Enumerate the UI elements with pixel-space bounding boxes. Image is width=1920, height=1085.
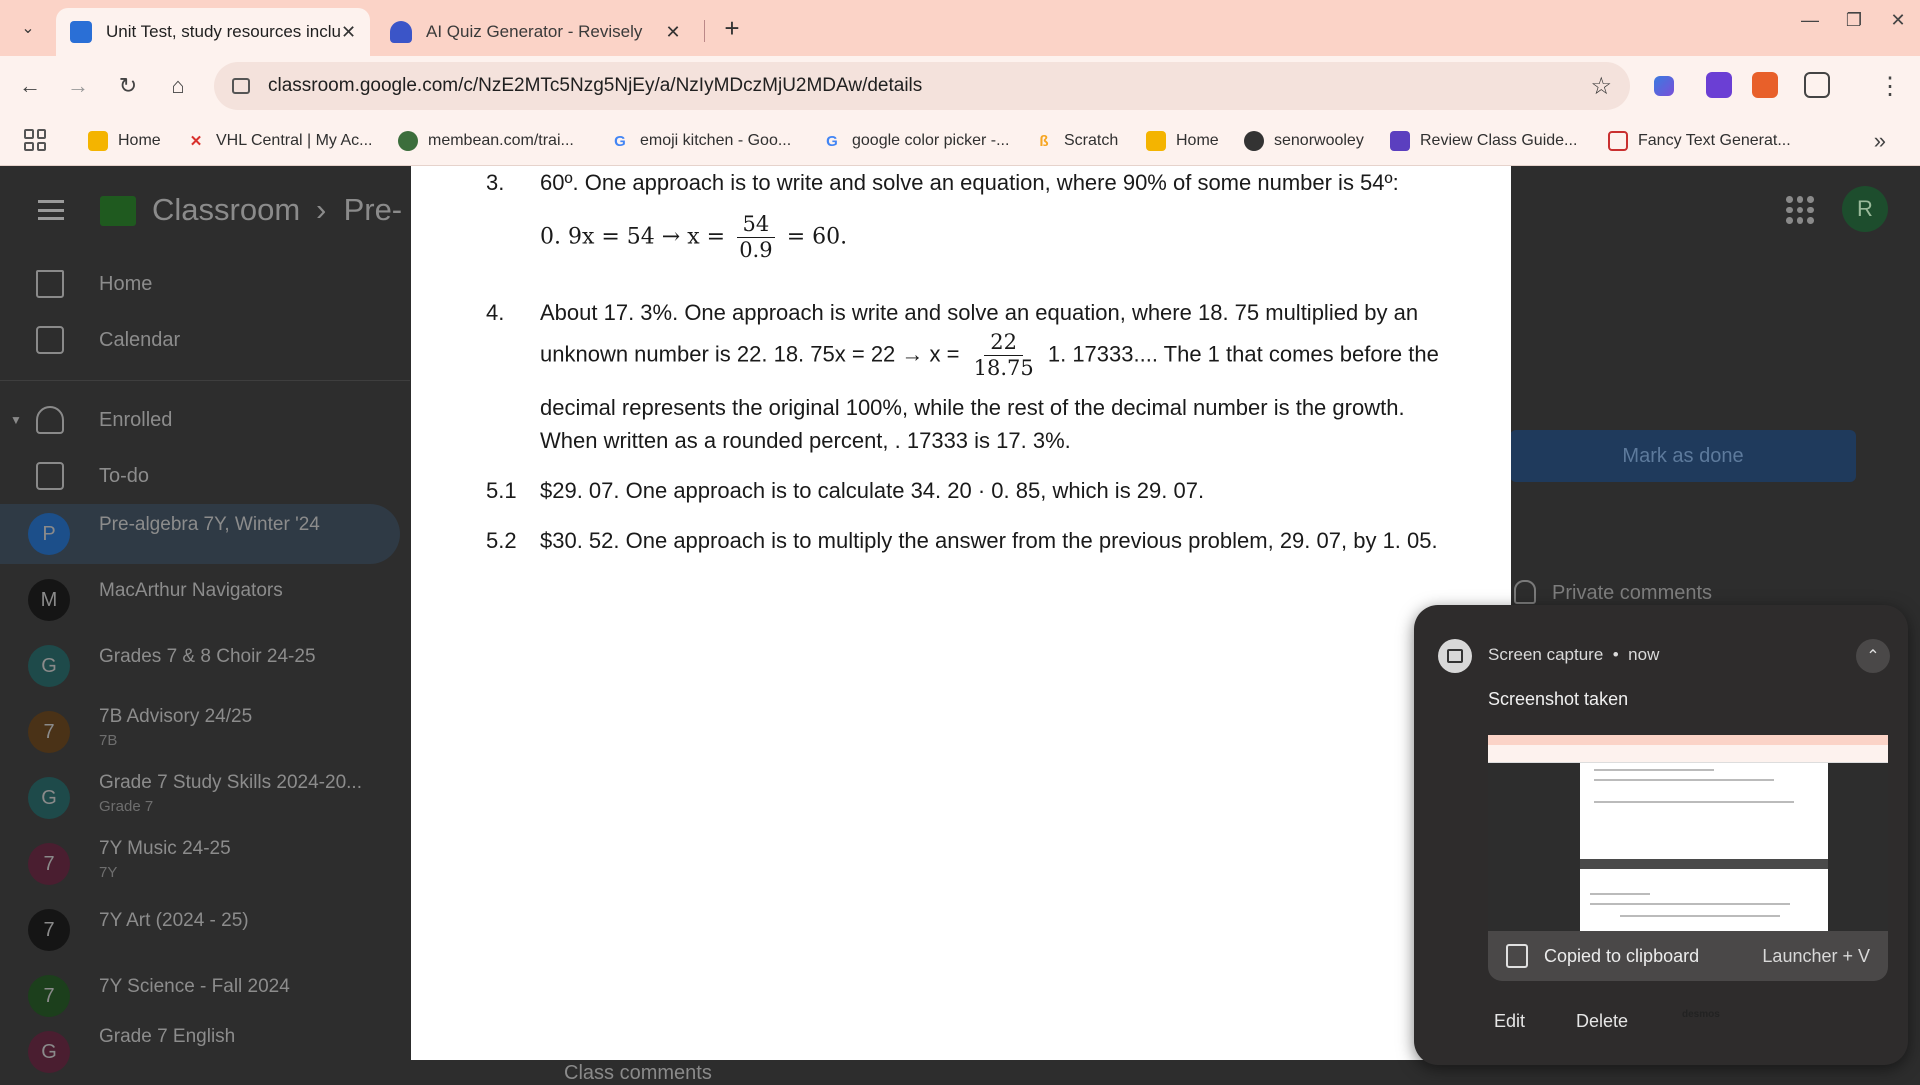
fraction-denominator: 18.75 <box>973 356 1034 381</box>
answer-number: 5.2 <box>486 528 517 553</box>
tab-title: Unit Test, study resources inclu <box>106 22 341 41</box>
bookmark-item[interactable] <box>1390 128 1577 154</box>
tab-unit-test[interactable] <box>56 8 370 56</box>
course-name: Grade 7 Study Skills 2024-20... <box>99 772 362 793</box>
sidebar-item-label: Home <box>99 272 153 295</box>
google-icon: G <box>614 132 626 150</box>
address-bar[interactable] <box>214 62 1630 110</box>
answer-number: 3. <box>486 170 505 195</box>
fraction-numerator: 54 <box>737 212 776 238</box>
bookmark-label: VHL Central | My Ac... <box>216 132 373 149</box>
answer-text: When written as a rounded percent, . 17333 is 17. 3%. <box>540 428 1071 453</box>
course-section: 7B <box>99 732 118 749</box>
sidebar-item-label: Calendar <box>99 328 181 351</box>
sidebar-item-label: Enrolled <box>99 408 173 431</box>
forward-icon[interactable]: → <box>67 73 89 98</box>
bookmark-label: Review Class Guide... <box>1420 132 1578 149</box>
bookmark-item[interactable] <box>88 128 161 154</box>
close-tab-icon[interactable]: ✕ <box>340 21 357 42</box>
bookmark-label: emoji kitchen - Goo... <box>640 132 792 149</box>
answer-text: $30. 52. One approach is to multiply the answer from the previous problem, 29. 07, by 1. 05. <box>540 528 1438 553</box>
answer-text: unknown number is 22. 18. 75x = 22 → x = <box>540 341 960 367</box>
bookmarks-bar <box>0 116 1920 166</box>
course-name: Grades 7 & 8 Choir 24-25 <box>99 646 316 667</box>
sidebar-item-label: To-do <box>99 464 150 487</box>
caret-down-icon: ▼ <box>10 413 22 427</box>
home-icon[interactable]: ⌂ <box>171 73 185 98</box>
private-comments-heading: Private comments <box>1552 582 1713 604</box>
classroom-icon <box>88 131 108 151</box>
reload-icon[interactable]: ↻ <box>118 73 138 98</box>
bookmark-item[interactable] <box>1034 128 1118 154</box>
course-name: MacArthur Navigators <box>99 580 283 601</box>
thumbnail-caption: desmos <box>1682 1009 1720 1020</box>
bookmark-item[interactable] <box>1244 128 1364 154</box>
course-letter: 7 <box>43 852 55 875</box>
bookmark-item[interactable] <box>1608 128 1791 154</box>
fraction-numerator: 22 <box>984 330 1023 356</box>
tab-separator <box>704 20 705 42</box>
fraction-denominator: 0.9 <box>739 238 773 263</box>
tab-title: AI Quiz Generator - Revisely <box>426 22 643 41</box>
course-avatar <box>28 1031 70 1073</box>
calendar-icon <box>36 326 64 354</box>
bookmark-label: senorwooley <box>1274 132 1364 149</box>
course-item[interactable] <box>0 1022 400 1082</box>
class-comments-link[interactable]: Class comments <box>564 1062 712 1084</box>
extension-print-icon[interactable] <box>1752 72 1778 98</box>
answer-number: 4. <box>486 300 505 325</box>
close-tab-icon[interactable]: ✕ <box>665 21 681 42</box>
course-name: 7Y Music 24-25 <box>99 838 231 859</box>
bookmark-item[interactable] <box>1146 128 1219 154</box>
divider <box>0 380 410 381</box>
course-letter: 7 <box>43 720 55 743</box>
breadcrumb[interactable]: › Pre- <box>316 192 403 227</box>
google-apps-icon[interactable] <box>1786 196 1814 224</box>
course-name: Grade 7 English <box>99 1026 236 1047</box>
bookmark-item[interactable] <box>822 128 1009 154</box>
screen-capture-notification <box>1414 605 1908 1065</box>
chevron-down-icon: ⌄ <box>21 20 35 37</box>
course-letter: G <box>41 1040 57 1063</box>
course-item[interactable] <box>0 834 400 894</box>
answer-text: $29. 07. One approach is to calculate 34. 20 · 0. 85, which is 29. 07. <box>540 478 1205 503</box>
extension-rw-icon[interactable] <box>1706 72 1732 98</box>
copied-to-clipboard-bar[interactable] <box>1488 931 1888 981</box>
course-item[interactable] <box>0 900 400 960</box>
course-name: 7B Advisory 24/25 <box>99 706 253 727</box>
tab-strip <box>0 0 1920 56</box>
avatar[interactable] <box>1842 186 1888 232</box>
notification-app-name: Screen capture <box>1488 645 1604 664</box>
course-item[interactable] <box>0 966 400 1026</box>
avatar-letter: R <box>1857 196 1873 221</box>
course-letter: 7 <box>43 918 55 941</box>
fraction <box>733 212 778 263</box>
course-letter: G <box>41 654 57 677</box>
tab-ai-quiz-generator[interactable] <box>376 8 698 56</box>
edit-button[interactable]: Edit <box>1494 1011 1526 1031</box>
course-letter: M <box>40 588 58 611</box>
equation <box>540 330 1470 381</box>
extension-audio-icon[interactable] <box>1654 76 1674 96</box>
course-name: 7Y Science - Fall 2024 <box>99 976 290 997</box>
doc-icon <box>1608 131 1628 151</box>
person-icon <box>1514 580 1536 604</box>
fraction <box>968 330 1040 381</box>
main-menu-icon[interactable] <box>38 200 64 220</box>
course-section: 7Y <box>99 864 118 881</box>
answer-text: decimal represents the original 100%, while the rest of the decimal number is the growth. <box>540 395 1405 420</box>
course-name: Pre-algebra 7Y, Winter '24 <box>99 514 320 535</box>
bookmark-label: Home <box>1176 132 1219 149</box>
vhl-icon: ✕ <box>189 133 203 150</box>
sidebar-item-enrolled[interactable] <box>0 394 400 446</box>
notification-title: Screenshot taken <box>1488 689 1629 709</box>
home-icon <box>36 270 64 298</box>
clipboard-shortcut: Launcher + V <box>1762 945 1870 966</box>
course-letter: G <box>41 786 57 809</box>
forms-icon <box>1390 131 1410 151</box>
mark-as-done-button[interactable]: Mark as done <box>1510 430 1856 482</box>
document-page <box>411 166 1511 1060</box>
more-bookmarks-icon[interactable]: » <box>1873 128 1886 153</box>
todo-icon <box>36 462 64 490</box>
bookmark-item[interactable] <box>610 128 791 154</box>
course-avatar <box>28 645 70 687</box>
sidebar-item-home[interactable] <box>0 258 400 310</box>
delete-button[interactable]: Delete <box>1576 1011 1629 1031</box>
chevron-up-icon: ⌃ <box>1866 648 1880 665</box>
clipboard-label: Copied to clipboard <box>1544 945 1700 966</box>
scratch-icon: ß <box>1039 132 1049 150</box>
site-info-icon[interactable] <box>232 78 250 94</box>
bookmark-star-icon[interactable]: ☆ <box>1590 73 1612 100</box>
url-text[interactable]: classroom.google.com/c/NzE2MTc5Nzg5NjEy/a/NzIyMDczMjU2MDAw/details <box>268 75 923 96</box>
back-icon[interactable]: ← <box>19 73 41 98</box>
clipboard-icon <box>1506 944 1528 968</box>
course-name: 7Y Art (2024 - 25) <box>99 910 249 931</box>
equation <box>540 212 1470 263</box>
equation-left: 0. 9x = 54 → x = <box>540 224 726 250</box>
apps-grid-icon[interactable] <box>24 129 46 151</box>
bookmark-label: Fancy Text Generat... <box>1638 132 1791 149</box>
globe-icon <box>1244 131 1264 151</box>
extensions-puzzle-icon[interactable] <box>1804 72 1830 98</box>
course-avatar <box>28 513 70 555</box>
minimize-icon[interactable]: — <box>1801 10 1819 30</box>
answer-text: About 17. 3%. One approach is write and solve an equation, where 18. 75 multiplied by an <box>540 300 1419 325</box>
course-item[interactable] <box>0 636 400 696</box>
course-letter: 7 <box>43 984 55 1007</box>
course-item[interactable] <box>0 570 400 630</box>
course-section: Grade 7 <box>99 798 154 815</box>
bookmark-label: google color picker -... <box>852 132 1010 149</box>
new-tab-button[interactable]: + <box>724 12 740 43</box>
course-item[interactable] <box>0 702 400 762</box>
notification-time: now <box>1628 645 1660 664</box>
equation-right: = 60. <box>786 224 848 250</box>
close-window-icon[interactable]: ✕ <box>1890 10 1906 30</box>
browser-menu-icon[interactable]: ⋮ <box>1878 72 1902 100</box>
sidebar <box>0 252 410 1080</box>
course-avatar <box>28 909 70 951</box>
course-avatar <box>28 711 70 753</box>
answer-text: 60º. One approach is to write and solve an equation, where 90% of some number is 54º: <box>540 170 1399 195</box>
collapse-notification-button[interactable] <box>1856 639 1890 673</box>
restore-icon[interactable]: ❐ <box>1845 10 1863 30</box>
browser-toolbar <box>0 56 1920 116</box>
course-avatar <box>28 777 70 819</box>
tab-search-button[interactable] <box>12 12 44 44</box>
classroom-icon <box>1146 131 1166 151</box>
screen-capture-icon <box>1438 639 1472 673</box>
bookmark-label: Home <box>118 132 161 149</box>
membean-icon <box>398 131 418 151</box>
bookmark-label: Scratch <box>1064 132 1119 149</box>
answer-text: 1. 17333.... The 1 that comes before the <box>1047 341 1439 367</box>
sidebar-item-calendar[interactable] <box>0 314 400 366</box>
bookmark-item[interactable] <box>398 128 574 154</box>
course-item[interactable] <box>0 504 400 564</box>
course-avatar <box>28 843 70 885</box>
bookmark-label: membean.com/trai... <box>428 132 574 149</box>
classroom-logo-icon[interactable] <box>100 196 136 226</box>
course-avatar <box>28 579 70 621</box>
answer-number: 5.1 <box>486 478 517 503</box>
course-letter: P <box>42 522 56 545</box>
revisely-tab-icon <box>390 21 412 43</box>
bookmark-item[interactable] <box>186 128 373 154</box>
google-icon: G <box>826 132 838 150</box>
course-item[interactable] <box>0 768 400 828</box>
course-avatar <box>28 975 70 1017</box>
app-title[interactable]: Classroom <box>152 192 301 227</box>
classroom-tab-icon <box>70 21 92 43</box>
notification-source: Screen capture • now <box>1488 645 1660 664</box>
enrolled-icon <box>36 406 64 434</box>
breadcrumb-course[interactable]: Pre- <box>343 192 403 227</box>
sidebar-item-todo[interactable] <box>0 450 400 502</box>
